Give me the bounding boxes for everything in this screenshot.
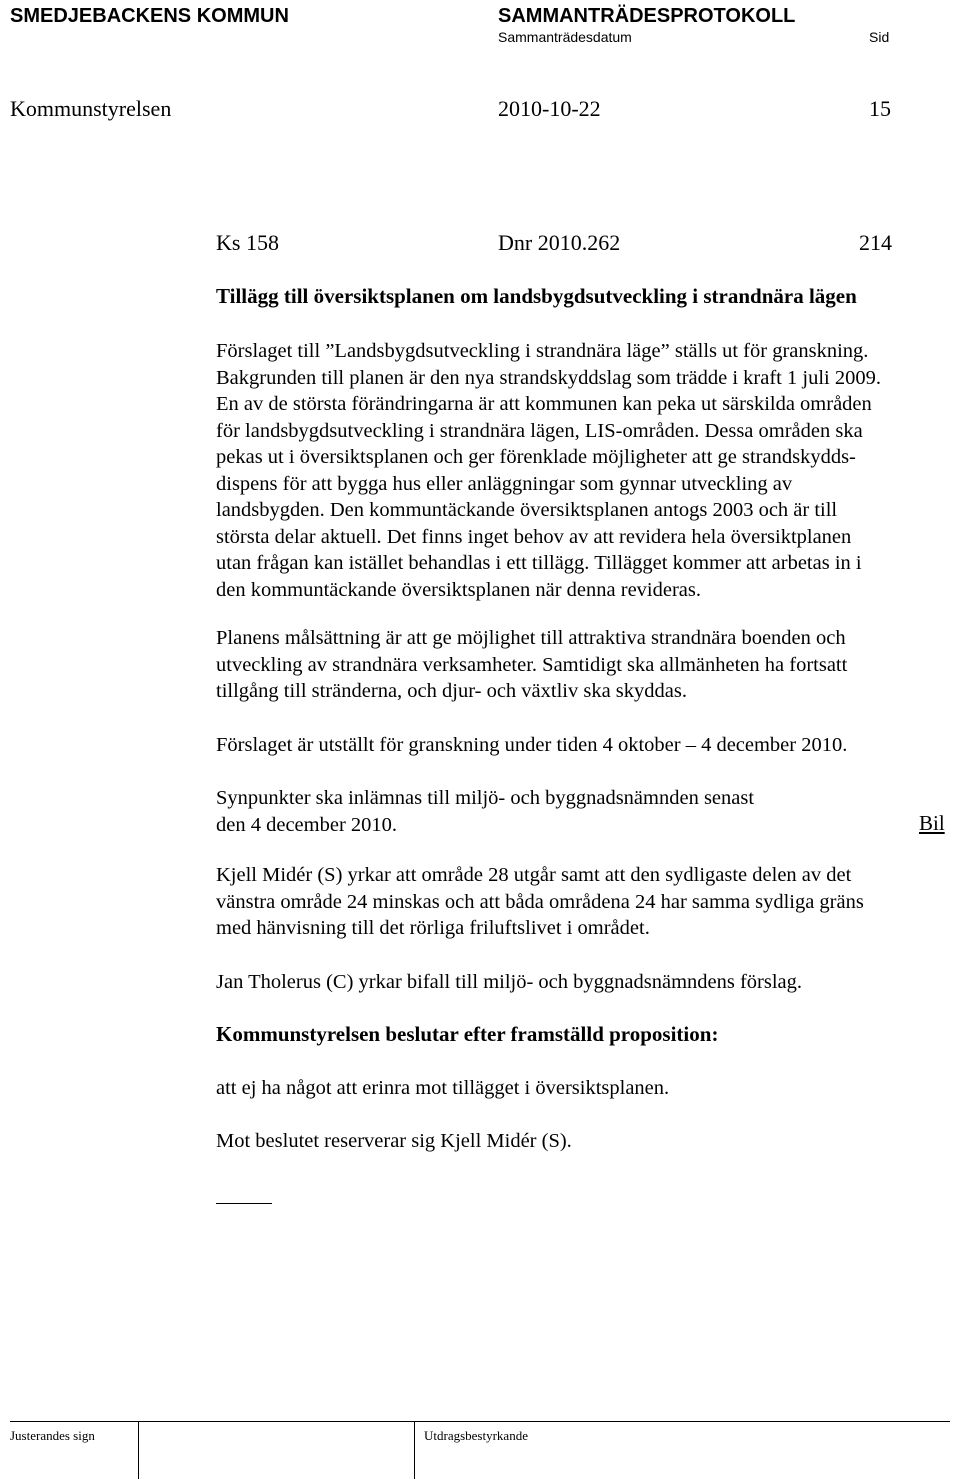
paragraph-line: dispens för att bygga hus eller anläggningar som gynnar utveckling av (216, 472, 793, 495)
paragraph-comments-deadline (216, 785, 951, 838)
paragraph-line: Synpunkter ska inlämnas till miljö- och byggnadsnämnden senast (216, 787, 755, 809)
paragraph-line: landsbygden. Den kommuntäckande översiktsplanen antogs 2003 och är till (216, 499, 838, 521)
paragraph-motion-mider (216, 862, 951, 942)
paragraph-line: En av de största förändringarna är att kommunen kan peka ut särskilda områden (216, 393, 872, 415)
footer-box-divider (138, 1421, 139, 1479)
paragraph-line: Bakgrunden till planen är den nya strandskyddslag som trädde i kraft 1 juli 2009. (216, 366, 881, 389)
paragraph-line: Jan Tholerus (C) yrkar bifall till miljö- och byggnadsnämndens förslag. (216, 971, 803, 993)
paragraph-line: tillgång till stränderna, och djur- och växtliv ska skyddas. (216, 680, 687, 702)
date-label: Sammanträdesdatum (498, 29, 632, 45)
certification-label: Utdragsbestyrkande (424, 1428, 528, 1443)
footer-box-divider (414, 1421, 415, 1479)
signature-label: Justerandes sign (10, 1428, 95, 1443)
document-type: SAMMANTRÄDESPROTOKOLL (498, 5, 796, 27)
paragraph-line: utan frågan kan istället behandlas i ett tillägg. Tillägget kommer att arbetas in i (216, 552, 862, 574)
attachment-link[interactable]: Bil (919, 811, 945, 835)
decision-heading: Kommunstyrelsen beslutar efter framställd proposition: (216, 1022, 719, 1046)
decision-text (216, 1075, 951, 1102)
paragraph-line: den 4 december 2010. (216, 813, 398, 836)
footer-divider (10, 1421, 950, 1422)
case-title: Tillägg till översiktsplanen om landsbygdsutveckling i strandnära lägen (216, 284, 857, 308)
paragraph-line: att ej ha något att erinra mot tillägget i översiktsplanen. (216, 1077, 670, 1099)
body-name: Kommunstyrelsen (10, 96, 172, 121)
paragraph-line: för landsbygdsutveckling i strandnära lägen, LIS-områden. Dessa områden ska (216, 419, 863, 442)
paragraph-motion-tholerus (216, 969, 951, 996)
decision-reservation (216, 1128, 951, 1155)
paragraph-line: Förslaget är utställt för granskning under tiden 4 oktober – 4 december 2010. (216, 734, 848, 756)
paragraph-line: Förslaget till ”Landsbygdsutveckling i strandnära läge” ställs ut för granskning. (216, 340, 869, 362)
case-code: 214 (859, 230, 892, 255)
paragraph-line: utveckling av strandnära verksamheter. Samtidigt ska allmänheten ha fortsatt (216, 653, 848, 676)
organization-name: SMEDJEBACKENS KOMMUN (10, 5, 289, 27)
paragraph-line: vänstra område 24 minskas och att båda områdena 24 har samma sydliga gräns (216, 890, 864, 913)
case-ks-number: Ks 158 (216, 230, 279, 255)
paragraph-goals (216, 625, 951, 705)
paragraph-line: Mot beslutet reserverar sig Kjell Midér (S). (216, 1130, 572, 1152)
end-mark-line (216, 1203, 272, 1204)
paragraph-line: pekas ut i översiktsplanen och ger förenklade möjligheter att ge strandskydds- (216, 446, 856, 468)
paragraph-line: den kommuntäckande översiktsplanen när denna revideras. (216, 578, 701, 601)
page-number: 15 (869, 96, 891, 121)
paragraph-line: Planens målsättning är att ge möjlighet till attraktiva strandnära boenden och (216, 627, 846, 649)
paragraph-background (216, 338, 951, 603)
meeting-date: 2010-10-22 (498, 96, 601, 121)
paragraph-exhibition-period (216, 732, 951, 759)
paragraph-line: med hänvisning till det rörliga friluftslivet i området. (216, 917, 650, 939)
paragraph-line: Kjell Midér (S) yrkar att område 28 utgår samt att den sydligaste delen av det (216, 864, 852, 886)
page-label: Sid (869, 29, 890, 45)
case-dnr-number: Dnr 2010.262 (498, 230, 621, 255)
paragraph-line: största delar aktuell. Det finns inget behov av att revidera hela översiktplanen (216, 525, 852, 548)
